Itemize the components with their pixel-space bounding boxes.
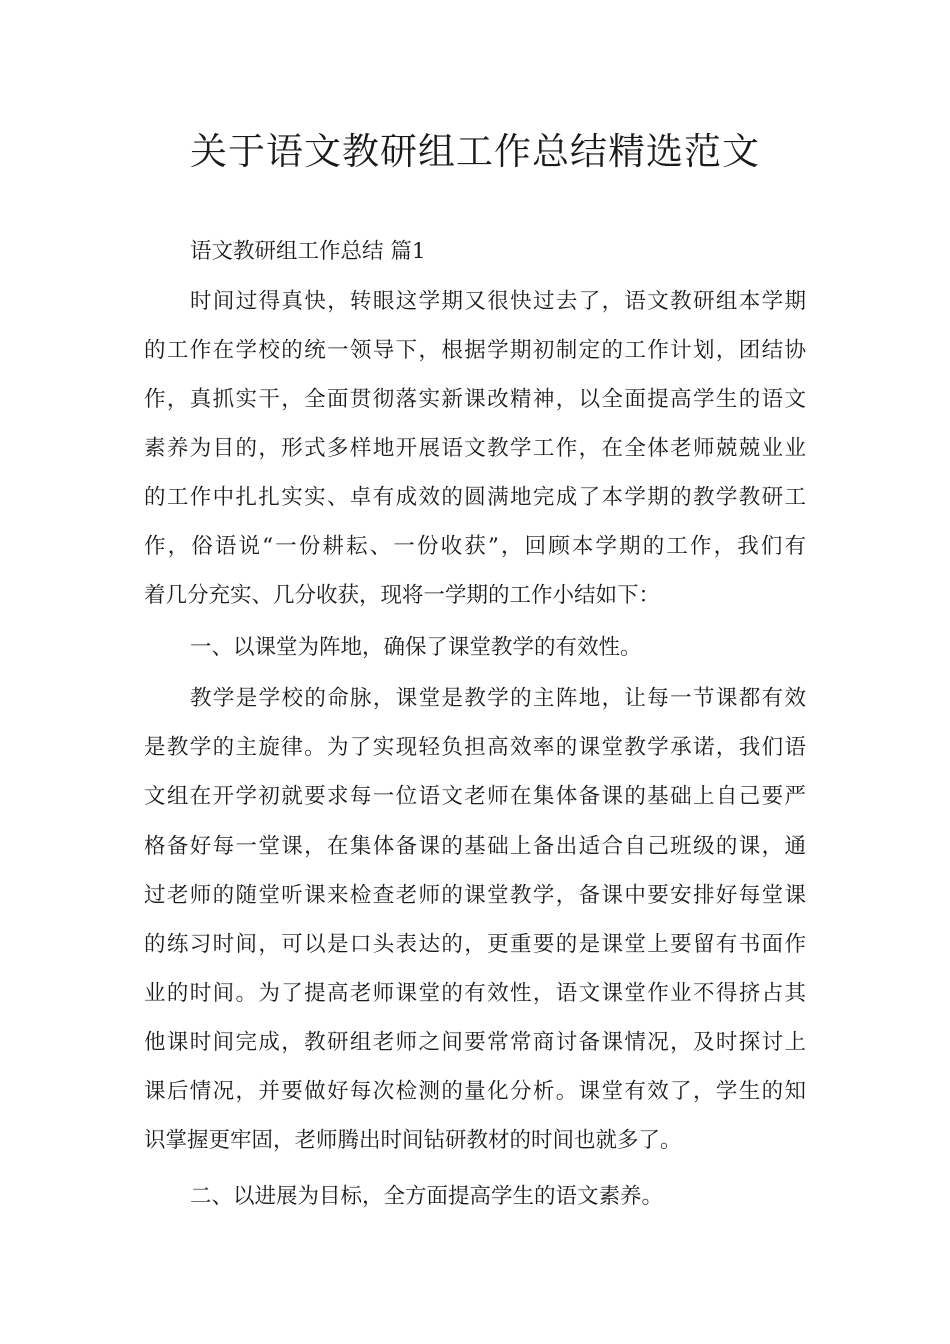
paragraph-line: 作，真抓实干，全面贯彻落实新课改精神，以全面提高学生的语文 [144, 387, 806, 412]
paragraph-line: 业的时间。为了提高老师课堂的有效性，语文课堂作业不得挤占其 [144, 981, 806, 1006]
document-title: 关于语文教研组工作总结精选范文 [190, 130, 760, 173]
section-heading-1: 一、以课堂为阵地，确保了课堂教学的有效性。 [190, 635, 642, 660]
paragraph-line: 时间过得真快，转眼这学期又很快过去了，语文教研组本学期 [190, 289, 806, 314]
section-heading-2: 二、以进展为目标，全方面提高学生的语文素养。 [190, 1184, 664, 1209]
paragraph-line: 他课时间完成，教研组老师之间要常常商讨备课情况，及时探讨上 [144, 1030, 806, 1055]
paragraph-line: 作，俗语说“一份耕耘、一份收获”，回顾本学期的工作，我们有 [144, 534, 806, 559]
paragraph-line: 识掌握更牢固，老师腾出时间钻研教材的时间也就多了。 [144, 1128, 682, 1153]
paragraph-line: 的练习时间，可以是口头表达的，更重要的是课堂上要留有书面作 [144, 932, 806, 957]
section-heading: 语文教研组工作总结 篇1 [190, 239, 426, 264]
paragraph-line: 的工作在学校的统一领导下，根据学期初制定的工作计划，团结协 [144, 338, 806, 363]
paragraph-line: 文组在开学初就要求每一位语文老师在集体备课的基础上自己要严 [144, 784, 806, 809]
paragraph-line: 着几分充实、几分收获，现将一学期的工作小结如下： [144, 583, 661, 608]
paragraph-line: 的工作中扎扎实实、卓有成效的圆满地完成了本学期的教学教研工 [144, 485, 806, 510]
paragraph-line: 是教学的主旋律。为了实现轻负担高效率的课堂教学承诺，我们语 [144, 735, 806, 760]
paragraph-line: 教学是学校的命脉，课堂是教学的主阵地，让每一节课都有效 [190, 686, 806, 711]
paragraph-line: 格备好每一堂课，在集体备课的基础上备出适合自己班级的课，通 [144, 834, 806, 859]
paragraph-line: 课后情况，并要做好每次检测的量化分析。课堂有效了，学生的知 [144, 1079, 806, 1104]
paragraph-line: 过老师的随堂听课来检查老师的课堂教学，备课中要安排好每堂课 [144, 883, 806, 908]
paragraph-line: 素养为目的，形式多样地开展语文教学工作，在全体老师兢兢业业 [144, 436, 806, 461]
